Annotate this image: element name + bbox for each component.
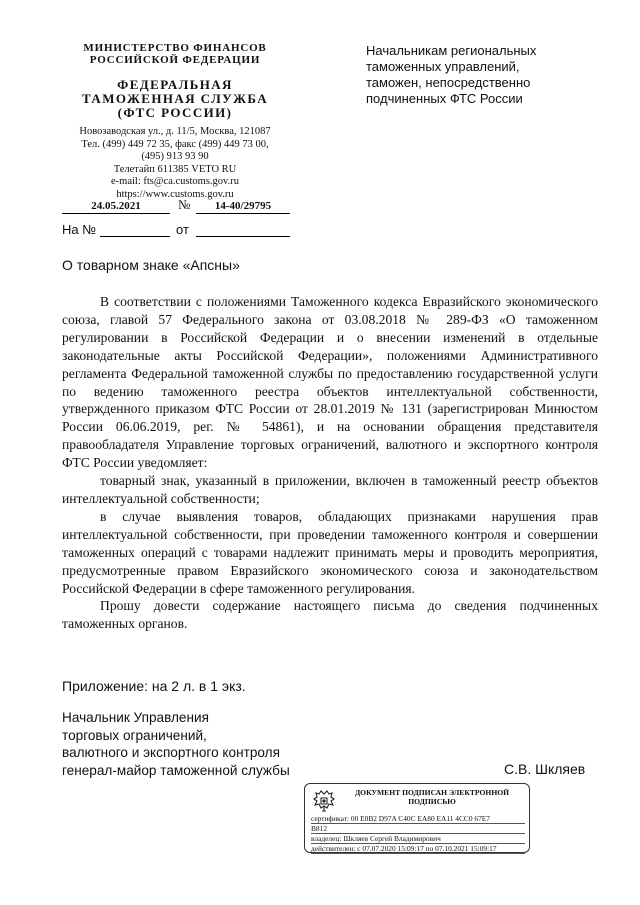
signer-title-line: Начальник Управления [62, 710, 209, 725]
recipient-line: таможен, непосредственно [366, 75, 531, 90]
reference-date-label: от [176, 222, 189, 237]
signer-title-line: генерал-майор таможенной службы [62, 762, 290, 778]
signer-title-line: валютного и экспортного контроля [62, 745, 280, 760]
email-line: e-mail: fts@ca.customs.gov.ru [111, 176, 239, 187]
recipient-line: подчиненных ФТС России [366, 91, 523, 106]
e-signature-stamp [304, 783, 530, 853]
recipient-line: Начальникам региональных [366, 43, 537, 58]
stamp-title: ДОКУМЕНТ ПОДПИСАН ЭЛЕКТРОННОЙ ПОДПИСЬЮ [354, 788, 510, 806]
teletype-line: Телетайп 611385 VETO RU [113, 163, 237, 175]
attachment-note: Приложение: на 2 л. в 1 экз. [62, 678, 246, 694]
ministry-line: МИНИСТЕРСТВО ФИНАНСОВ [83, 42, 267, 54]
body-paragraph: товарный знак, указанный в приложении, включен в таможенный реестр объектов интеллектуальной собственности; [62, 473, 598, 506]
body-paragraph: Прошу довести содержание настоящего письма до сведения подчиненных таможенных органов. [62, 598, 598, 632]
service-name [60, 78, 290, 120]
address-block [60, 126, 290, 201]
signer-name: С.В. Шкляев [504, 761, 586, 777]
ministry-line: РОССИЙСКОЙ ФЕДЕРАЦИИ [89, 54, 261, 66]
letter-subject: О товарном знаке «Апсны» [62, 257, 240, 273]
phone-line: Тел. (499) 449 72 35, факс (499) 449 73 00, [81, 138, 269, 150]
registration-date: 24.05.2021 [62, 200, 170, 214]
number-sign: № [178, 197, 191, 212]
service-line: (ФТС РОССИИ) [117, 105, 233, 120]
body-paragraph: в случае выявления товаров, обладающих признаками нарушения прав интеллектуальной собственности, при проведении таможенного контроля и совершении таможенных операций с товарами надлежит принимать меры и проводить мероприятия, предусмотренные правом Евразийского экономического союза и законодательством Российской Федерации в сфере таможенного регулирования. [62, 508, 598, 596]
service-line: ФЕДЕРАЛЬНАЯ [117, 77, 233, 92]
stamp-certificate-tail: B812 [311, 824, 525, 834]
stamp-owner: владелец: Шкляев Сергей Владимирович [311, 834, 525, 844]
recipient-block [366, 43, 606, 107]
signer-title-line: торговых ограничений, [62, 727, 207, 743]
website-line: https://www.customs.gov.ru [116, 188, 234, 200]
reference-number-label: На № [62, 222, 97, 237]
ministry-name [60, 42, 290, 66]
body-paragraph: В соответствии с положениями Таможенного кодекса Евразийского экономического союза, главой 57 Федерального закона от 03.08.2018 № 289-ФЗ «О таможенном регулировании в Российской Федерации и о внесении изменений в отдельные законодательные акты Российской Федерации», положениями Административного регламента Федеральной таможенной службы по предоставлению государственной услуги по ведению таможенного реестра объектов интеллектуальной собственности, утвержденного приказом ФТС России от 28.01.2019 № 131 (зарегистрирован Минюстом России 06.06.2019, рег. № 54861), и на основании обращения представителя правообладателя Управление торговых ограничений, валютного и экспортного контроля ФТС России уведомляет: [62, 294, 598, 471]
reference-number-field [100, 236, 170, 237]
stamp-details [311, 814, 525, 854]
recipient-line: таможенных управлений, [366, 59, 520, 74]
registration-number: 14-40/29795 [196, 200, 290, 214]
coat-of-arms-icon [311, 788, 337, 814]
address-line: Новозаводская ул., д. 11/5, Москва, 121087 [79, 126, 271, 137]
reference-date-field [196, 236, 290, 237]
signer-title [62, 709, 290, 779]
letter-body [62, 293, 598, 633]
phone-line: (495) 913 93 90 [141, 151, 209, 162]
stamp-validity: действителен: с 07.07.2020 15:09:17 по 07.10.2021 15:09:17 [311, 844, 525, 854]
stamp-certificate: сертификат: 00 E0B2 D97A C40C EA80 EA11 4CC0 67E7 [311, 814, 525, 824]
service-line: ТАМОЖЕННАЯ СЛУЖБА [81, 91, 268, 106]
